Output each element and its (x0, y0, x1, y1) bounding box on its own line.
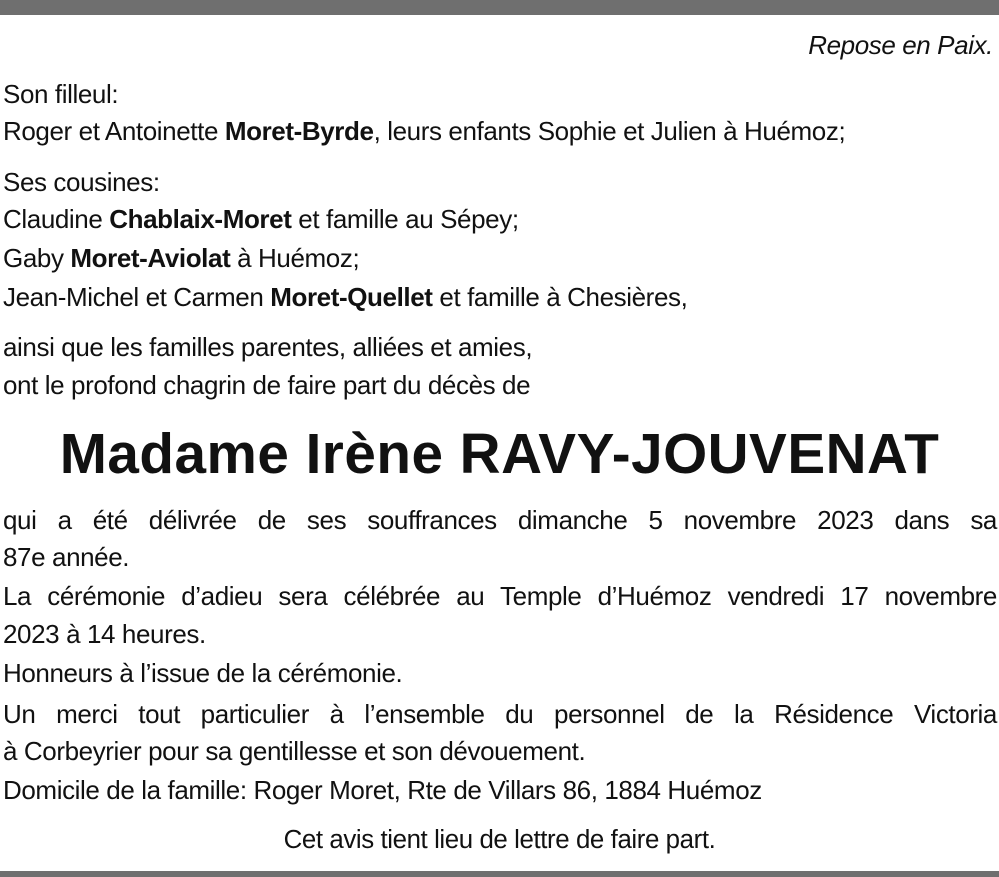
cousin-prefix: Gaby (3, 243, 71, 273)
cousin-entry (3, 201, 519, 238)
cousins-heading: Ses cousines: (3, 167, 160, 197)
deceased-name: Madame Irène RAVY-JOUVENAT (59, 423, 940, 486)
domicile-line: Domicile de la famille: Roger Moret, Rte de Villars 86, 1884 Huémoz (3, 775, 762, 805)
bottom-rule (0, 871, 999, 877)
cousin-surname: Chablaix-Moret (109, 204, 292, 234)
cousin-suffix: et famille au Sépey; (291, 204, 519, 234)
godson-entry (3, 113, 845, 150)
cousin-prefix: Claudine (3, 204, 110, 234)
thanks-line-end: à Corbeyrier pour sa gentillesse et son dévouement. (3, 736, 586, 766)
death-line: qui a été délivrée de ses souffrances dimanche 5 novembre 2023 dans sa (3, 505, 997, 535)
cousin-suffix: à Huémoz; (230, 243, 360, 273)
epigraph: Repose en Paix. (808, 30, 993, 60)
thanks-line: Un merci tout particulier à l’ensemble du personnel de la Résidence Victoria (3, 699, 997, 729)
announcement-line: ainsi que les familles parentes, alliées et amies, (3, 332, 533, 362)
godson-prefix: Roger et Antoinette (3, 116, 225, 146)
announcement-line: ont le profond chagrin de faire part du décès de (3, 370, 531, 400)
cousin-suffix: et famille à Chesières, (432, 282, 688, 312)
cousin-entry (3, 279, 687, 316)
closing-line: Cet avis tient lieu de lettre de faire part. (283, 826, 716, 854)
ceremony-line: La cérémonie d’adieu sera célébrée au Temple d’Huémoz vendredi 17 novembre (3, 581, 997, 611)
cousin-entry (3, 240, 359, 277)
godson-suffix: , leurs enfants Sophie et Julien à Huémoz; (373, 116, 846, 146)
top-rule (0, 0, 999, 15)
honours-line: Honneurs à l’issue de la cérémonie. (3, 658, 403, 688)
godson-heading: Son filleul: (3, 79, 119, 109)
cousin-surname: Moret-Quellet (270, 282, 433, 312)
ceremony-line-end: 2023 à 14 heures. (3, 619, 206, 649)
cousin-surname: Moret-Aviolat (70, 243, 231, 273)
cousin-prefix: Jean-Michel et Carmen (3, 282, 271, 312)
godson-surname: Moret-Byrde (224, 116, 374, 146)
death-line-end: 87e année. (3, 542, 130, 572)
